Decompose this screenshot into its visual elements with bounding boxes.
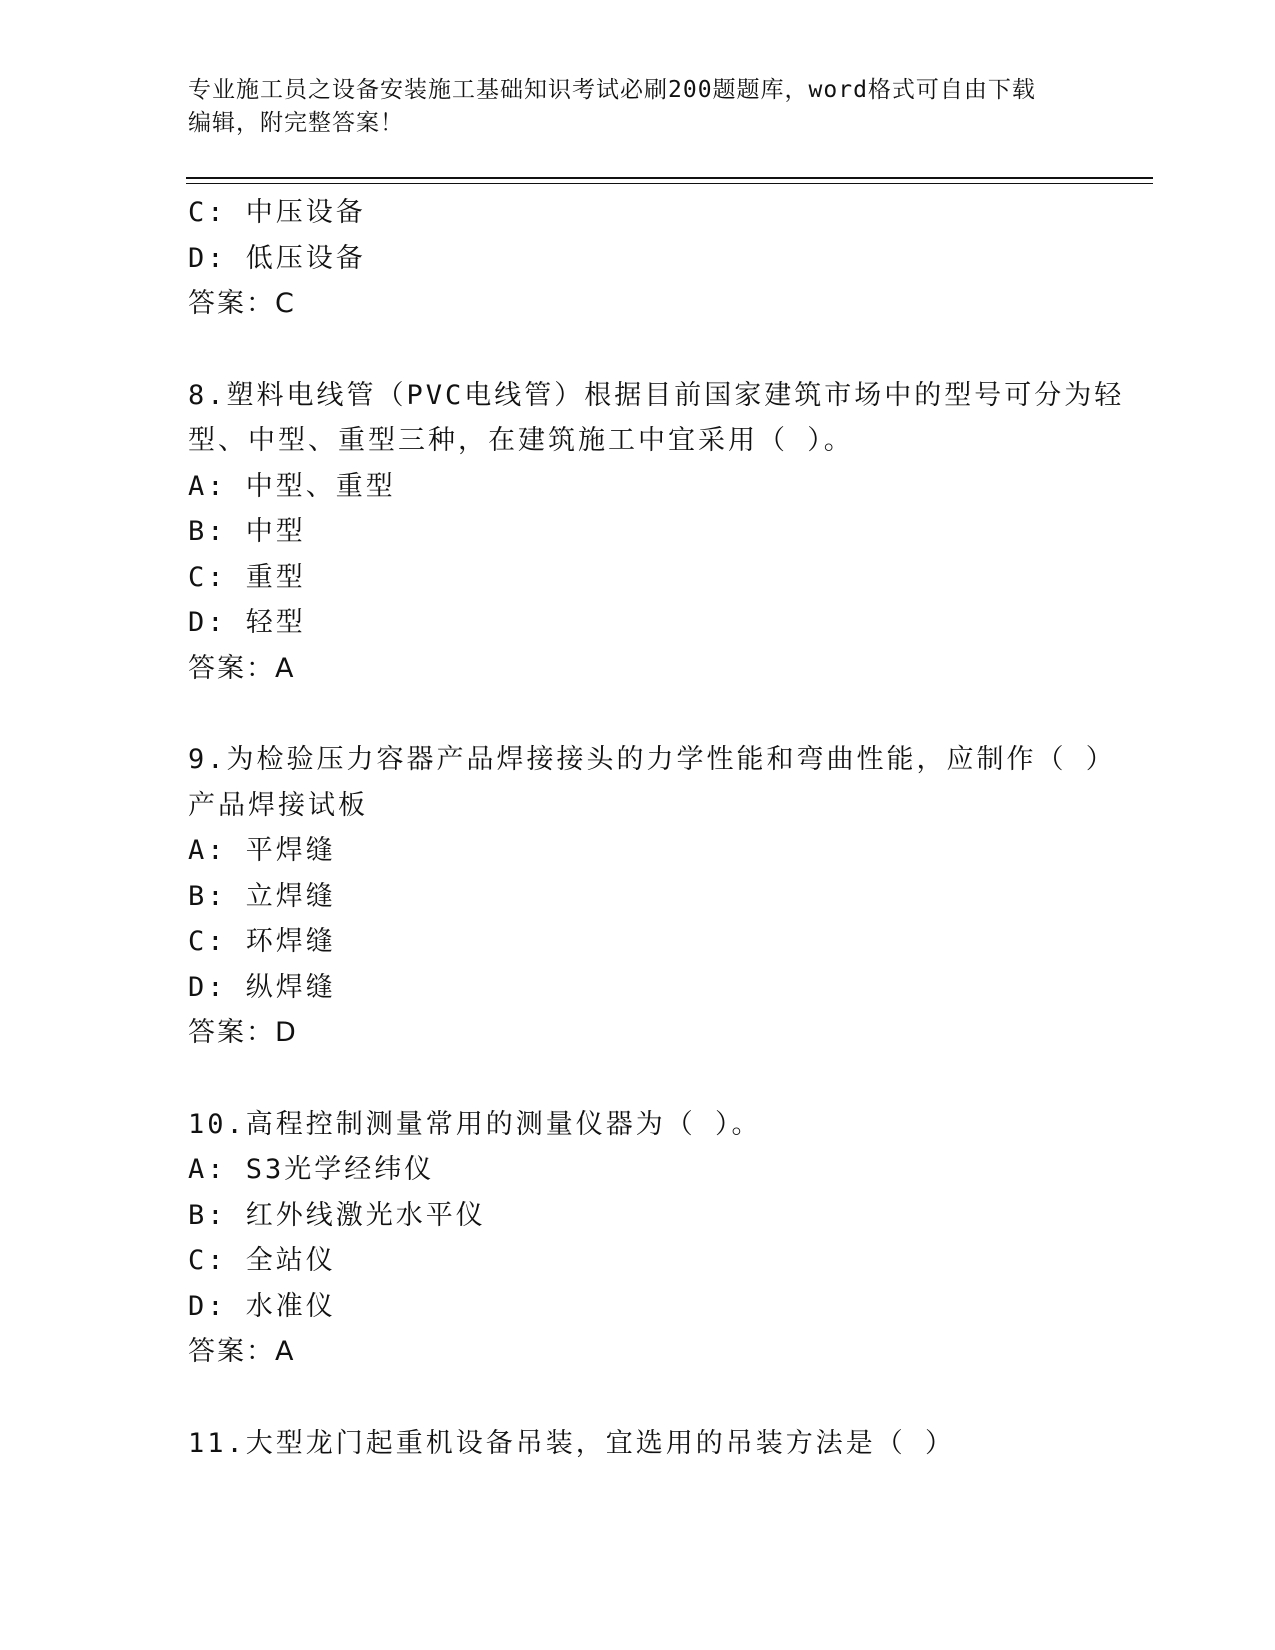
option-a: A: 中型、重型 [188,470,396,502]
option-b: B: 红外线激光水平仪 [188,1199,486,1231]
question-7-tail [188,190,1088,327]
question-stem: 8.塑料电线管（PVC电线管）根据目前国家建筑市场中的型号可分为轻 [188,379,1125,411]
spacer [188,327,1088,373]
question-11 [188,1421,1088,1467]
spacer [188,1056,1088,1102]
option-d: D: 低压设备 [188,242,366,274]
spacer [188,1375,1088,1421]
question-list [188,190,1125,1466]
header-rule-thick [186,177,1153,179]
spacer [188,691,1088,737]
question-stem: 11.大型龙门起重机设备吊装，宜选用的吊装方法是（ ） [188,1427,956,1459]
option-b: B: 中型 [188,516,306,547]
option-b: B: 立焊缝 [188,880,336,912]
option-d: D: 水准仪 [188,1290,336,1322]
question-9 [188,737,1116,1056]
answer-line: 答案：A [188,1336,296,1367]
header-title-line-2: 编辑，附完整答案！ [188,110,404,136]
question-stem-continued: 产品焊接试板 [188,789,368,821]
option-d: D: 轻型 [188,607,306,638]
question-8 [188,373,1125,692]
header-title-line-1: 专业施工员之设备安装施工基础知识考试必刷200题题库，word格式可自由下载 [188,77,1036,103]
option-a: A: 平焊缝 [188,835,336,866]
option-c: C: 环焊缝 [188,926,336,957]
option-d: D: 纵焊缝 [188,971,336,1003]
option-c: C: 重型 [188,561,306,593]
option-a: A: S3光学经纬仪 [188,1154,435,1185]
question-stem: 10.高程控制测量常用的测量仪器为（ ）。 [188,1108,762,1140]
answer-line: 答案：A [188,652,296,684]
header-rule-thin [186,183,1153,184]
option-c: C: 全站仪 [188,1245,336,1276]
question-10 [188,1102,1088,1375]
question-stem: 9.为检验压力容器产品焊接接头的力学性能和弯曲性能，应制作（ ） [188,744,1116,775]
document-header [188,74,1068,140]
question-stem-continued: 型、中型、重型三种，在建筑施工中宜采用（ ）。 [188,425,854,456]
answer-line: 答案：D [188,1017,298,1048]
answer-line: 答案：C [188,288,296,319]
option-c: C: 中压设备 [188,197,366,228]
